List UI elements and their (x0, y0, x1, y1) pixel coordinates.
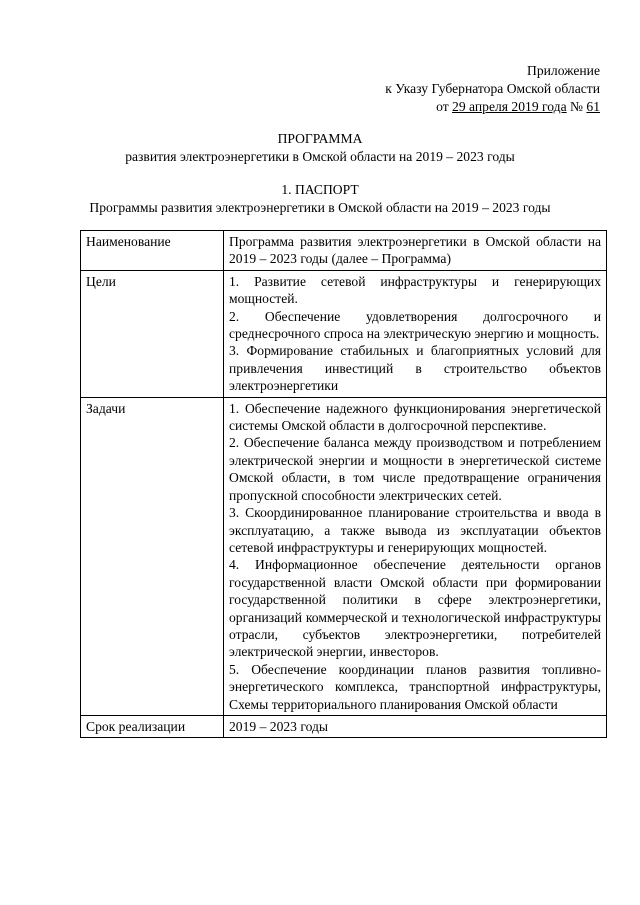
row-value-item: 3. Скоординированное планирование строительства и ввода в эксплуатацию, а также вывода из эксплуатации объектов сетевой инфраструктуры и генерирующих мощностей. (229, 505, 601, 555)
appendix-date-line (385, 98, 600, 116)
row-value-item: 3. Формирование стабильных и благоприятных условий для привлечения инвестиций в строительство объектов электроэнергетики (229, 343, 601, 394)
row-value-item: 4. Информационное обеспечение деятельности органов государственной власти Омской области при формировании государственной политики в сфере электроэнергетики, организаций коммерческой и технологической инфраструктуры отрасли, субъектов электроэнергетики, потребителей электрической энергии, инвесторов. (229, 557, 601, 660)
row-value-item: 1. Обеспечение надежного функционирования энергетической системы Омской области в долгосрочной перспективе. (229, 400, 601, 434)
appendix-number-sign: № (566, 99, 587, 114)
row-value (224, 231, 607, 271)
appendix-number: 61 (586, 99, 600, 114)
row-value-item: 2. Обеспечение удовлетворения долгосрочного и среднесрочного спроса на электрическую энергию и мощность. (229, 308, 601, 342)
appendix-date-prefix: от (436, 99, 453, 114)
row-label: Срок реализации (81, 715, 224, 737)
passport-title (40, 181, 600, 217)
row-value-item: 1. Развитие сетевой инфраструктуры и генерирующих мощностей. (229, 273, 601, 307)
passport-table-body (81, 231, 607, 738)
program-title-line1: ПРОГРАММА (277, 131, 363, 146)
row-label: Цели (81, 270, 224, 397)
table-row (81, 397, 607, 715)
passport-table (80, 230, 607, 738)
row-value-item: 5. Обеспечение координации планов развития топливно-энергетического комплекса, транспортной инфраструктуры, Схемы территориального планирования Омской области (229, 661, 601, 712)
program-title-line2: развития электроэнергетики в Омской области на 2019 – 2023 годы (125, 149, 515, 164)
passport-subheading: Программы развития электроэнергетики в Омской области на 2019 – 2023 годы (89, 200, 551, 215)
appendix-decree: к Указу Губернатора Омской области (385, 81, 600, 96)
row-label: Задачи (81, 397, 224, 715)
row-value (224, 397, 607, 715)
table-row (81, 715, 607, 737)
appendix-date: 29 апреля 2019 года (452, 99, 567, 114)
row-value-item: 2019 – 2023 годы (229, 718, 329, 734)
appendix-header (385, 62, 600, 116)
program-title (40, 130, 600, 166)
row-value-item: Программа развития электроэнергетики в Омской области на 2019 – 2023 годы (далее – Программа) (229, 234, 601, 267)
table-row (81, 231, 607, 271)
row-value (224, 715, 607, 737)
row-value (224, 270, 607, 397)
row-value-item: 2. Обеспечение баланса между производством и потреблением электрической энергии и мощности в энергетической системе Омской области, в том числе предотвращение ограничения пропускной способности электрических сетей. (229, 435, 601, 503)
passport-heading: 1. ПАСПОРТ (281, 182, 359, 197)
table-row (81, 270, 607, 397)
row-label: Наименование (81, 231, 224, 271)
appendix-title: Приложение (527, 63, 600, 78)
